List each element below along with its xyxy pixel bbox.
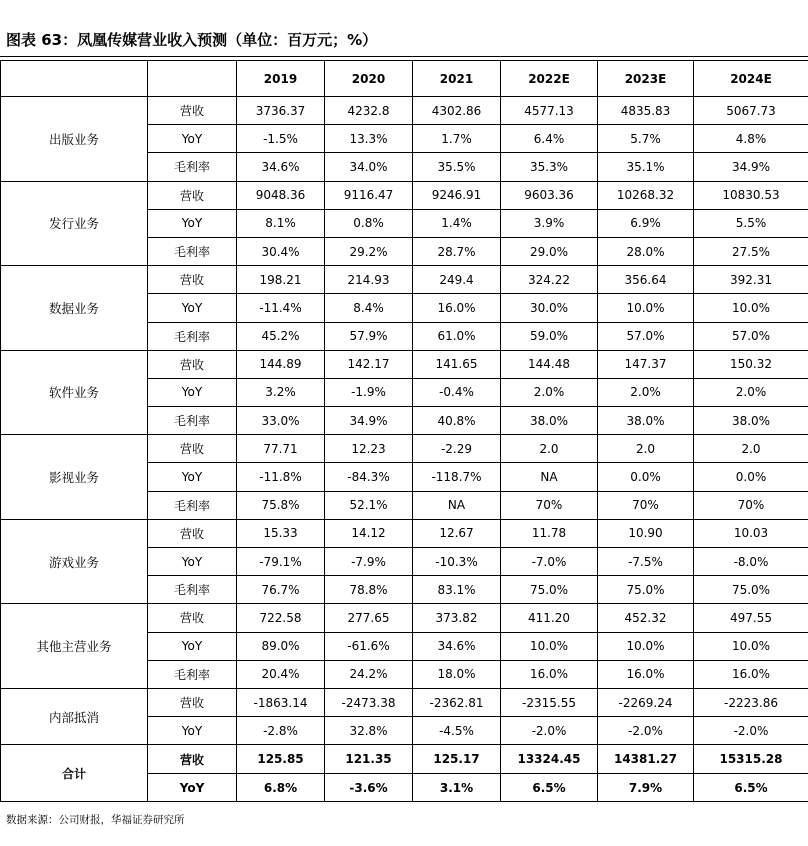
- value-cell: 6.8%: [237, 773, 325, 802]
- value-cell: NA: [501, 463, 598, 491]
- metric-label: 毛利率: [148, 237, 237, 265]
- value-cell: 18.0%: [413, 660, 501, 688]
- header-year: 2022E: [501, 61, 598, 97]
- value-cell: 497.55: [694, 604, 808, 632]
- value-cell: 77.71: [237, 435, 325, 463]
- value-cell: 452.32: [598, 604, 694, 632]
- value-cell: 0.8%: [325, 209, 413, 237]
- value-cell: 45.2%: [237, 322, 325, 350]
- revenue-forecast-table: [0, 60, 808, 802]
- value-cell: 30.4%: [237, 237, 325, 265]
- value-cell: 34.9%: [694, 153, 808, 181]
- value-cell: 59.0%: [501, 322, 598, 350]
- value-cell: 61.0%: [413, 322, 501, 350]
- value-cell: 10.0%: [598, 294, 694, 322]
- value-cell: 147.37: [598, 350, 694, 378]
- value-cell: 144.48: [501, 350, 598, 378]
- value-cell: 34.6%: [413, 632, 501, 660]
- value-cell: -118.7%: [413, 463, 501, 491]
- header-year: 2021: [413, 61, 501, 97]
- value-cell: 35.5%: [413, 153, 501, 181]
- metric-label: 营收: [148, 181, 237, 209]
- value-cell: -2362.81: [413, 688, 501, 716]
- value-cell: 4.8%: [694, 125, 808, 153]
- value-cell: 57.0%: [694, 322, 808, 350]
- metric-label: YoY: [148, 632, 237, 660]
- value-cell: 15.33: [237, 519, 325, 547]
- value-cell: 35.1%: [598, 153, 694, 181]
- value-cell: 3.9%: [501, 209, 598, 237]
- metric-label: 营收: [148, 604, 237, 632]
- value-cell: -11.8%: [237, 463, 325, 491]
- metric-label: YoY: [148, 463, 237, 491]
- segment-name: 发行业务: [1, 181, 148, 266]
- value-cell: 15315.28: [694, 745, 808, 774]
- metric-label: 毛利率: [148, 407, 237, 435]
- value-cell: 16.0%: [413, 294, 501, 322]
- metric-label: 毛利率: [148, 153, 237, 181]
- value-cell: 6.4%: [501, 125, 598, 153]
- metric-label: 营收: [148, 350, 237, 378]
- metric-label: YoY: [148, 378, 237, 406]
- value-cell: 3.1%: [413, 773, 501, 802]
- value-cell: 6.9%: [598, 209, 694, 237]
- value-cell: 20.4%: [237, 660, 325, 688]
- metric-label: 营收: [148, 745, 237, 774]
- segment-name: 内部抵消: [1, 688, 148, 744]
- value-cell: 392.31: [694, 266, 808, 294]
- metric-label: 毛利率: [148, 491, 237, 519]
- value-cell: -1.9%: [325, 378, 413, 406]
- value-cell: 10.0%: [501, 632, 598, 660]
- value-cell: 40.8%: [413, 407, 501, 435]
- value-cell: 12.67: [413, 519, 501, 547]
- value-cell: 89.0%: [237, 632, 325, 660]
- value-cell: 2.0: [598, 435, 694, 463]
- value-cell: 29.0%: [501, 237, 598, 265]
- value-cell: 10830.53: [694, 181, 808, 209]
- title-rule: [0, 56, 808, 57]
- value-cell: 214.93: [325, 266, 413, 294]
- header-year: 2019: [237, 61, 325, 97]
- value-cell: 16.0%: [501, 660, 598, 688]
- value-cell: 9603.36: [501, 181, 598, 209]
- segment-name: 软件业务: [1, 350, 148, 435]
- value-cell: 57.0%: [598, 322, 694, 350]
- value-cell: 5067.73: [694, 97, 808, 125]
- value-cell: 121.35: [325, 745, 413, 774]
- value-cell: -2473.38: [325, 688, 413, 716]
- value-cell: 10.03: [694, 519, 808, 547]
- segment-name: 游戏业务: [1, 519, 148, 604]
- value-cell: -2.0%: [598, 717, 694, 745]
- metric-label: YoY: [148, 548, 237, 576]
- value-cell: 6.5%: [694, 773, 808, 802]
- segment-name: 出版业务: [1, 97, 148, 182]
- value-cell: 144.89: [237, 350, 325, 378]
- value-cell: -7.0%: [501, 548, 598, 576]
- value-cell: 70%: [501, 491, 598, 519]
- value-cell: 2.0%: [501, 378, 598, 406]
- segment-name: 影视业务: [1, 435, 148, 520]
- value-cell: 9048.36: [237, 181, 325, 209]
- value-cell: -2.0%: [501, 717, 598, 745]
- value-cell: 125.85: [237, 745, 325, 774]
- value-cell: 9116.47: [325, 181, 413, 209]
- metric-label: 营收: [148, 435, 237, 463]
- value-cell: 5.7%: [598, 125, 694, 153]
- value-cell: -1863.14: [237, 688, 325, 716]
- value-cell: 277.65: [325, 604, 413, 632]
- value-cell: -61.6%: [325, 632, 413, 660]
- value-cell: 0.0%: [694, 463, 808, 491]
- value-cell: 29.2%: [325, 237, 413, 265]
- value-cell: 24.2%: [325, 660, 413, 688]
- value-cell: -4.5%: [413, 717, 501, 745]
- segment-name: 数据业务: [1, 266, 148, 351]
- table-row: [1, 604, 808, 632]
- value-cell: 34.0%: [325, 153, 413, 181]
- value-cell: -2.29: [413, 435, 501, 463]
- metric-label: 营收: [148, 688, 237, 716]
- table-header: [1, 61, 808, 97]
- value-cell: 2.0: [501, 435, 598, 463]
- value-cell: -2.8%: [237, 717, 325, 745]
- metric-label: 营收: [148, 266, 237, 294]
- value-cell: 411.20: [501, 604, 598, 632]
- value-cell: 14381.27: [598, 745, 694, 774]
- value-cell: 10.0%: [694, 632, 808, 660]
- value-cell: -1.5%: [237, 125, 325, 153]
- value-cell: 83.1%: [413, 576, 501, 604]
- table-row: [1, 181, 808, 209]
- value-cell: 722.58: [237, 604, 325, 632]
- value-cell: -8.0%: [694, 548, 808, 576]
- metric-label: 毛利率: [148, 322, 237, 350]
- value-cell: 125.17: [413, 745, 501, 774]
- value-cell: -10.3%: [413, 548, 501, 576]
- value-cell: 38.0%: [501, 407, 598, 435]
- table-row: [1, 688, 808, 716]
- value-cell: 249.4: [413, 266, 501, 294]
- value-cell: -2.0%: [694, 717, 808, 745]
- table-row: [1, 350, 808, 378]
- value-cell: 5.5%: [694, 209, 808, 237]
- table-row: [1, 519, 808, 547]
- value-cell: 2.0%: [598, 378, 694, 406]
- value-cell: 13324.45: [501, 745, 598, 774]
- value-cell: 1.4%: [413, 209, 501, 237]
- value-cell: -0.4%: [413, 378, 501, 406]
- value-cell: -84.3%: [325, 463, 413, 491]
- value-cell: -2315.55: [501, 688, 598, 716]
- table-row: [1, 266, 808, 294]
- value-cell: 198.21: [237, 266, 325, 294]
- metric-label: YoY: [148, 773, 237, 802]
- value-cell: 3736.37: [237, 97, 325, 125]
- value-cell: 324.22: [501, 266, 598, 294]
- value-cell: 14.12: [325, 519, 413, 547]
- header-corner: [1, 61, 148, 97]
- header-year: 2020: [325, 61, 413, 97]
- value-cell: 2.0: [694, 435, 808, 463]
- value-cell: 12.23: [325, 435, 413, 463]
- value-cell: -7.5%: [598, 548, 694, 576]
- value-cell: 38.0%: [598, 407, 694, 435]
- value-cell: 34.9%: [325, 407, 413, 435]
- value-cell: 9246.91: [413, 181, 501, 209]
- source-note: 数据来源：公司财报，华福证券研究所: [6, 814, 185, 826]
- value-cell: 3.2%: [237, 378, 325, 406]
- table-row: [1, 435, 808, 463]
- metric-label: 毛利率: [148, 576, 237, 604]
- value-cell: NA: [413, 491, 501, 519]
- value-cell: 75.0%: [598, 576, 694, 604]
- value-cell: 373.82: [413, 604, 501, 632]
- value-cell: -2269.24: [598, 688, 694, 716]
- value-cell: 4302.86: [413, 97, 501, 125]
- metric-label: 毛利率: [148, 660, 237, 688]
- metric-label: YoY: [148, 717, 237, 745]
- value-cell: 30.0%: [501, 294, 598, 322]
- value-cell: 75.8%: [237, 491, 325, 519]
- value-cell: 10.0%: [598, 632, 694, 660]
- value-cell: -79.1%: [237, 548, 325, 576]
- value-cell: -2223.86: [694, 688, 808, 716]
- total-row: [1, 745, 808, 774]
- value-cell: 1.7%: [413, 125, 501, 153]
- value-cell: 8.4%: [325, 294, 413, 322]
- value-cell: 16.0%: [694, 660, 808, 688]
- value-cell: 10.0%: [694, 294, 808, 322]
- value-cell: 4577.13: [501, 97, 598, 125]
- value-cell: 6.5%: [501, 773, 598, 802]
- value-cell: 10268.32: [598, 181, 694, 209]
- total-name: 合计: [1, 745, 148, 802]
- value-cell: 0.0%: [598, 463, 694, 491]
- value-cell: 33.0%: [237, 407, 325, 435]
- value-cell: 70%: [598, 491, 694, 519]
- metric-label: 营收: [148, 97, 237, 125]
- value-cell: 8.1%: [237, 209, 325, 237]
- value-cell: 16.0%: [598, 660, 694, 688]
- value-cell: 76.7%: [237, 576, 325, 604]
- header-row: [1, 61, 808, 97]
- value-cell: 13.3%: [325, 125, 413, 153]
- segment-name: 其他主营业务: [1, 604, 148, 689]
- value-cell: 75.0%: [694, 576, 808, 604]
- metric-label: YoY: [148, 125, 237, 153]
- header-year: 2023E: [598, 61, 694, 97]
- value-cell: -3.6%: [325, 773, 413, 802]
- value-cell: 11.78: [501, 519, 598, 547]
- value-cell: 35.3%: [501, 153, 598, 181]
- value-cell: 4835.83: [598, 97, 694, 125]
- value-cell: 2.0%: [694, 378, 808, 406]
- value-cell: 7.9%: [598, 773, 694, 802]
- value-cell: 10.90: [598, 519, 694, 547]
- value-cell: 356.64: [598, 266, 694, 294]
- metric-label: 营收: [148, 519, 237, 547]
- chart-title: 图表 63：凤凰传媒营业收入预测（单位：百万元；%）: [6, 31, 378, 49]
- value-cell: 141.65: [413, 350, 501, 378]
- value-cell: 57.9%: [325, 322, 413, 350]
- value-cell: 34.6%: [237, 153, 325, 181]
- value-cell: -11.4%: [237, 294, 325, 322]
- table-row: [1, 97, 808, 125]
- value-cell: 142.17: [325, 350, 413, 378]
- header-metric-blank: [148, 61, 237, 97]
- table-body: [1, 97, 808, 802]
- value-cell: 28.0%: [598, 237, 694, 265]
- value-cell: 27.5%: [694, 237, 808, 265]
- metric-label: YoY: [148, 209, 237, 237]
- value-cell: 75.0%: [501, 576, 598, 604]
- value-cell: 78.8%: [325, 576, 413, 604]
- value-cell: 28.7%: [413, 237, 501, 265]
- value-cell: 150.32: [694, 350, 808, 378]
- value-cell: 32.8%: [325, 717, 413, 745]
- value-cell: 52.1%: [325, 491, 413, 519]
- value-cell: 70%: [694, 491, 808, 519]
- value-cell: 4232.8: [325, 97, 413, 125]
- header-year: 2024E: [694, 61, 808, 97]
- value-cell: 38.0%: [694, 407, 808, 435]
- value-cell: -7.9%: [325, 548, 413, 576]
- metric-label: YoY: [148, 294, 237, 322]
